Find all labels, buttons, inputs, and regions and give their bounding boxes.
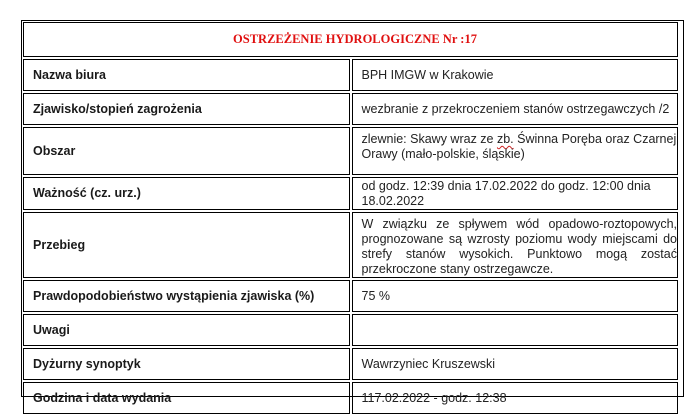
label-office-name: Nazwa biura <box>23 59 350 91</box>
value-probability: 75 % <box>352 280 679 312</box>
label-probability: Prawdopodobieństwo wystąpienia zjawiska (%) <box>23 280 350 312</box>
label-phenomenon: Zjawisko/stopień zagrożenia <box>23 93 350 125</box>
table-row-area <box>23 127 678 175</box>
table-row-phenomenon <box>23 93 678 125</box>
table-row-validity <box>23 177 678 210</box>
label-issued: Godzina i data wydania <box>23 382 350 414</box>
label-forecaster: Dyżurny synoptyk <box>23 348 350 380</box>
value-phenomenon: wezbranie z przekroczeniem stanów ostrzegawczych /2 <box>352 93 679 125</box>
label-remarks: Uwagi <box>23 314 350 346</box>
table-row-forecaster <box>23 348 678 380</box>
value-remarks <box>352 314 679 346</box>
value-course: W związku ze spływem wód opadowo-roztopowych, prognozowane są wzrosty poziomu wody miejscami do strefy stanów wysokich. Punktowo mogą zostać przekroczone stany ostrzegawcze. <box>352 212 679 278</box>
value-validity: od godz. 12:39 dnia 17.02.2022 do godz. 12:00 dnia 18.02.2022 <box>352 177 679 210</box>
hydrological-warning-table <box>21 20 680 416</box>
value-office-name: BPH IMGW w Krakowie <box>352 59 679 91</box>
table-row-remarks <box>23 314 678 346</box>
table-row-course <box>23 212 678 278</box>
spellcheck-flagged-word: zb. <box>496 132 514 146</box>
area-text-before: zlewnie: Skawy wraz ze <box>361 132 497 146</box>
table-row-probability <box>23 280 678 312</box>
warning-title: OSTRZEŻENIE HYDROLOGICZNE Nr :17 <box>23 22 678 57</box>
value-issued: 117.02.2022 - godz. 12:38 <box>352 382 679 414</box>
label-validity: Ważność (cz. urz.) <box>23 177 350 210</box>
value-forecaster: Wawrzyniec Kruszewski <box>352 348 679 380</box>
label-course: Przebieg <box>23 212 350 278</box>
title-row <box>23 22 678 57</box>
label-area: Obszar <box>23 127 350 175</box>
area-text-after: Świnna Poręba oraz Czarnej Orawy (mało-polskie, śląskie) <box>361 132 677 161</box>
table-row-issued <box>23 382 678 414</box>
table-row-office <box>23 59 678 91</box>
value-area <box>352 127 679 175</box>
